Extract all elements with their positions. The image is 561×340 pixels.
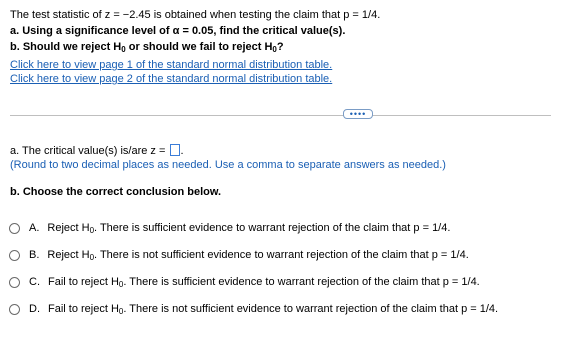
question-part-b (10, 41, 284, 54)
conclusion-prompt: b. Choose the correct conclusion below. (10, 186, 222, 198)
radio-button-b[interactable] (9, 250, 20, 261)
choice-letter: A. (29, 222, 40, 234)
choice-letter: C. (29, 276, 40, 288)
expand-button[interactable]: •••• (343, 109, 373, 119)
answer-part-a (10, 144, 184, 158)
rounding-hint: (Round to two decimal places as needed. Use a comma to separate answers as needed.) (10, 159, 446, 171)
part-b-mid: or should we fail to reject H (125, 41, 273, 53)
claim-p-value: 1/4 (361, 9, 378, 21)
part-a-mid: = (179, 25, 192, 37)
choice-c[interactable] (9, 276, 480, 289)
question-part-a (10, 25, 345, 38)
h0-subscript: 0 (121, 45, 126, 54)
alpha-symbol: α (172, 25, 180, 37)
critical-value-prompt: a. The critical value(s) is/are z = (10, 145, 169, 157)
part-a-suffix: , find the critical value(s). (213, 25, 346, 37)
part-a-prefix: a. Using a significance level of (10, 25, 173, 37)
choice-text: Reject $H_0$. There is not sufficient evidence to warrant rejection of the claim that p = 1/4. (47, 249, 469, 262)
question-intro-suffix: . (377, 9, 381, 21)
choice-a[interactable] (9, 222, 450, 235)
radio-button-d[interactable] (9, 304, 20, 315)
critical-value-input[interactable] (170, 144, 180, 156)
table-page-1-link[interactable]: Click here to view page 1 of the standard normal distribution table. (10, 59, 333, 71)
critical-value-suffix: . (180, 145, 184, 157)
z-value: −2.45 (122, 9, 151, 21)
choice-d[interactable] (9, 303, 498, 316)
question-statement (10, 9, 380, 22)
choice-text: Fail to reject $H_0$. There is sufficient evidence to warrant rejection of the claim that p = 1/4. (48, 276, 480, 289)
choice-letter: B. (29, 249, 40, 261)
part-b-prefix: b. Should we reject H (10, 41, 122, 53)
h0-subscript: 0 (272, 45, 277, 54)
choice-text: Reject $H_0$. There is sufficient evidence to warrant rejection of the claim that p = 1/4. (47, 222, 451, 235)
question-intro-mid: is obtained when testing the claim that p = (150, 9, 362, 21)
choice-text: Fail to reject $H_0$. There is not sufficient evidence to warrant rejection of the claim that p = 1/4. (48, 303, 499, 316)
section-divider (10, 115, 551, 116)
choice-letter: D. (29, 303, 40, 315)
table-page-2-link[interactable]: Click here to view page 2 of the standard normal distribution table. (10, 73, 333, 85)
question-intro-prefix: The test statistic of z = (10, 9, 123, 21)
choice-b[interactable] (9, 249, 469, 262)
part-b-suffix: ? (276, 41, 284, 53)
alpha-value: 0.05 (191, 25, 214, 37)
radio-button-c[interactable] (9, 277, 20, 288)
radio-button-a[interactable] (9, 223, 20, 234)
